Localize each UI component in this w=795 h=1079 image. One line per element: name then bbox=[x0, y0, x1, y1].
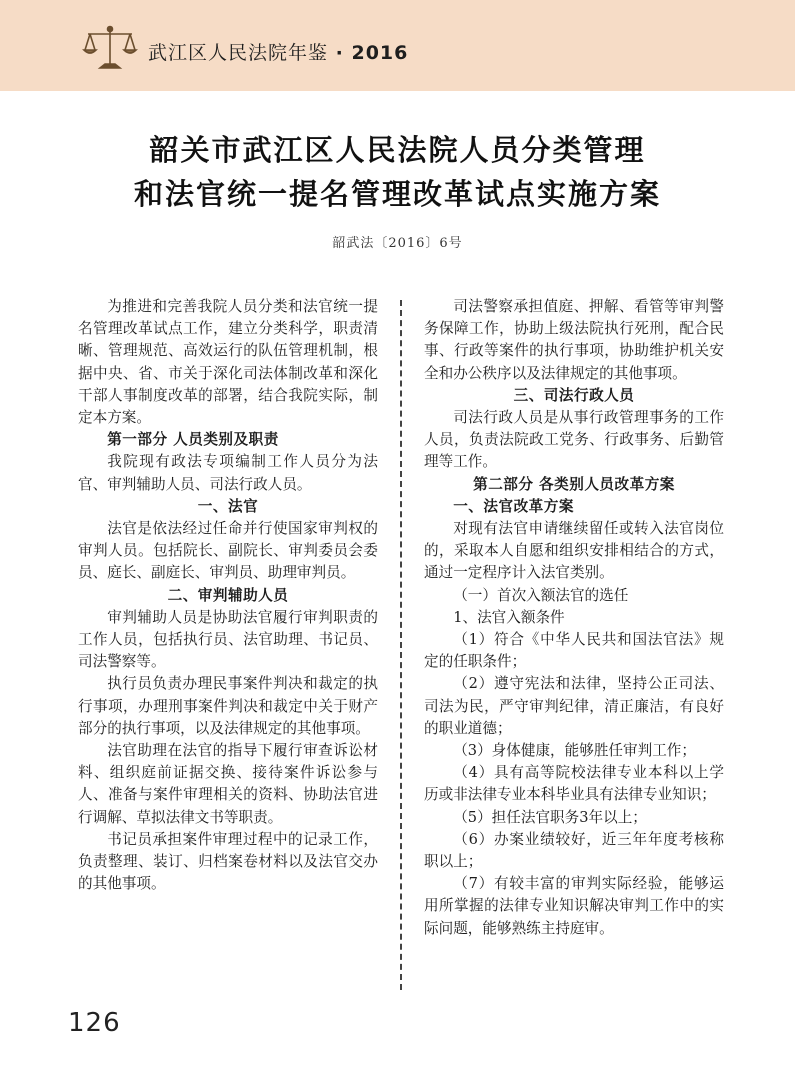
left-column-paragraph: 书记员承担案件审理过程中的记录工作，负责整理、装订、归档案卷材料以及法官交办的其他事项。 bbox=[78, 830, 378, 893]
right-column-paragraph: （2）遵守宪法和法律，坚持公正司法、司法为民，严守审判纪律，清正廉洁，有良好的职业道德； bbox=[424, 675, 724, 737]
left-column-paragraph: 法官是依法经过任命并行使国家审判权的审判人员。包括院长、副院长、审判委员会委员、庭长、副庭长、审判员、助理审判员。 bbox=[78, 520, 378, 582]
left-column-heading: 二、审判辅助人员 bbox=[167, 586, 289, 604]
left-column-heading: 一、法官 bbox=[197, 497, 259, 515]
right-column-heading: 第二部分 各类别人员改革方案 bbox=[473, 475, 675, 493]
left-column-paragraph: 执行员负责办理民事案件判决和裁定的执行事项，办理刑事案件判决和裁定中关于财产部分的执行事项，以及法律规定的其他事项。 bbox=[78, 675, 378, 737]
right-column-heading: 一、法官改革方案 bbox=[453, 497, 574, 515]
right-column-paragraph: 1、法官入额条件 bbox=[453, 608, 565, 626]
header-title-sep: · bbox=[328, 42, 352, 64]
left-column-paragraph: 法官助理在法官的指导下履行审查诉讼材料、组织庭前证据交换、接待案件诉讼参与人、准备与案件审理相关的资料、协助法官进行调解、草拟法律文书等职责。 bbox=[78, 742, 378, 826]
right-column-paragraph: （一）首次入额法官的选任 bbox=[453, 586, 629, 604]
right-column-paragraph: 对现有法官申请继续留任或转入法官岗位的，采取本人自愿和组织安排相结合的方式，通过一定程序计入法官类别。 bbox=[424, 520, 724, 582]
article-title-line-1: 韶关市武江区人民法院人员分类管理 bbox=[149, 133, 646, 167]
left-column bbox=[78, 296, 378, 895]
right-column-paragraph: 司法警察承担值庭、押解、看管等审判警务保障工作，协助上级法院执行死刑，配合民事、行政等案件的执行事项，协助维护机关安全和办公秩序以及法律规定的其他事项。 bbox=[424, 298, 724, 382]
document-number: 韶武法〔2016〕6号 bbox=[332, 236, 463, 251]
right-column-paragraph: （4）具有高等院校法律专业本科以上学历或非法律专业本科毕业具有法律专业知识； bbox=[424, 764, 724, 804]
page-number: 126 bbox=[68, 1008, 121, 1038]
right-column bbox=[424, 296, 724, 940]
right-column-paragraph: （1）符合《中华人民共和国法官法》规定的任职条件； bbox=[424, 631, 724, 671]
header-title bbox=[148, 38, 408, 65]
right-column-paragraph: （3）身体健康，能够胜任审判工作； bbox=[453, 742, 696, 760]
right-column-paragraph: （6）办案业绩较好，近三年年度考核称职以上； bbox=[424, 830, 724, 871]
scales-of-justice-icon bbox=[82, 24, 138, 72]
right-column-paragraph: 司法行政人员是从事行政管理事务的工作人员，负责法院政工党务、行政事务、后勤管理等工作。 bbox=[424, 409, 724, 471]
article-title-line-2: 和法官统一提名管理改革试点实施方案 bbox=[133, 177, 661, 211]
left-column-heading: 第一部分 人员类别及职责 bbox=[107, 431, 279, 449]
left-column-paragraph: 审判辅助人员是协助法官履行审判职责的工作人员，包括执行员、法官助理、书记员、司法警察等。 bbox=[78, 608, 378, 671]
header-title-year: 2016 bbox=[351, 42, 409, 64]
left-column-paragraph: 为推进和完善我院人员分类和法官统一提名管理改革试点工作，建立分类科学，职责清晰、管理规范、高效运行的队伍管理机制，根据中央、省、市关于深化司法体制改革和深化干部人事制度改革的部署，结合我院实际，制定本方案。 bbox=[78, 298, 378, 427]
header-title-main: 武江区人民法院年鉴 bbox=[148, 42, 329, 64]
left-column-paragraph: 我院现有政法专项编制工作人员分为法官、审判辅助人员、司法行政人员。 bbox=[78, 453, 378, 493]
right-column-paragraph: （5）担任法官职务3年以上； bbox=[453, 808, 647, 826]
column-divider bbox=[400, 300, 402, 990]
right-column-heading: 三、司法行政人员 bbox=[513, 386, 635, 404]
right-column-paragraph: （7）有较丰富的审判实际经验，能够运用所掌握的法律专业知识解决审判工作中的实际问题，能够熟练主持庭审。 bbox=[424, 875, 724, 937]
